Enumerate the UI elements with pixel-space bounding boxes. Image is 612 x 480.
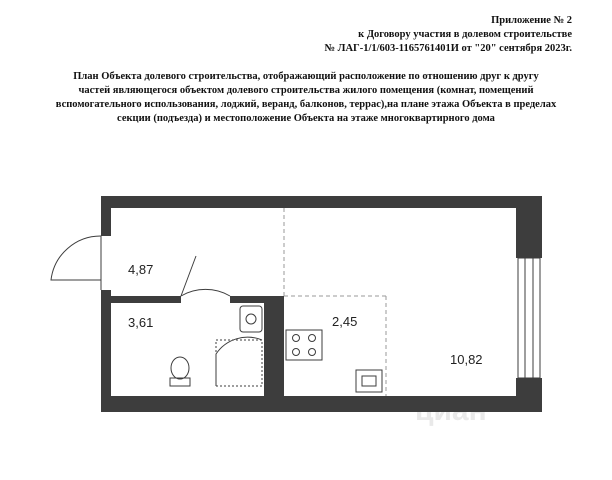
window bbox=[518, 258, 540, 378]
contract-reference: к Договору участия в долевом строительстве bbox=[358, 29, 572, 40]
description-line-4: секции (подъезда) и местоположение Объекта на этаже многоквартирного дома bbox=[117, 113, 495, 124]
sink-drain-icon bbox=[246, 314, 256, 324]
description-line-2: частей являющегося объектом долевого строительства жилого помещения (комнат, помещений bbox=[78, 85, 534, 96]
room-area-bathroom: 3,61 bbox=[128, 315, 154, 330]
kitchen-fixtures bbox=[286, 330, 382, 392]
contract-number: № ЛАГ-1/1/603-1165761401И от "20" сентября 2023г. bbox=[324, 43, 572, 54]
entrance-door bbox=[51, 236, 101, 290]
sink-icon bbox=[240, 306, 262, 332]
outer-walls bbox=[101, 196, 542, 412]
room-area-living: 10,82 bbox=[450, 352, 483, 367]
appendix-title: Приложение № 2 bbox=[491, 15, 572, 26]
bathroom-fixtures bbox=[170, 306, 262, 386]
room-area-kitchen: 2,45 bbox=[332, 314, 358, 329]
bathroom-door bbox=[181, 256, 230, 296]
stove-icon bbox=[286, 330, 322, 360]
description-line-1: План Объекта долевого строительства, отображающий расположение по отношению друг к другу bbox=[73, 71, 539, 82]
description-line-3: вспомогательного использования, лоджий, веранд, балконов, террас),на плане этажа Объекта в пределах bbox=[55, 99, 557, 110]
zone-dividers bbox=[284, 208, 386, 396]
room-area-hall: 4,87 bbox=[128, 262, 154, 277]
kitchen-sink-icon bbox=[356, 370, 382, 392]
toilet-icon bbox=[171, 357, 189, 379]
shower-icon bbox=[216, 337, 262, 386]
